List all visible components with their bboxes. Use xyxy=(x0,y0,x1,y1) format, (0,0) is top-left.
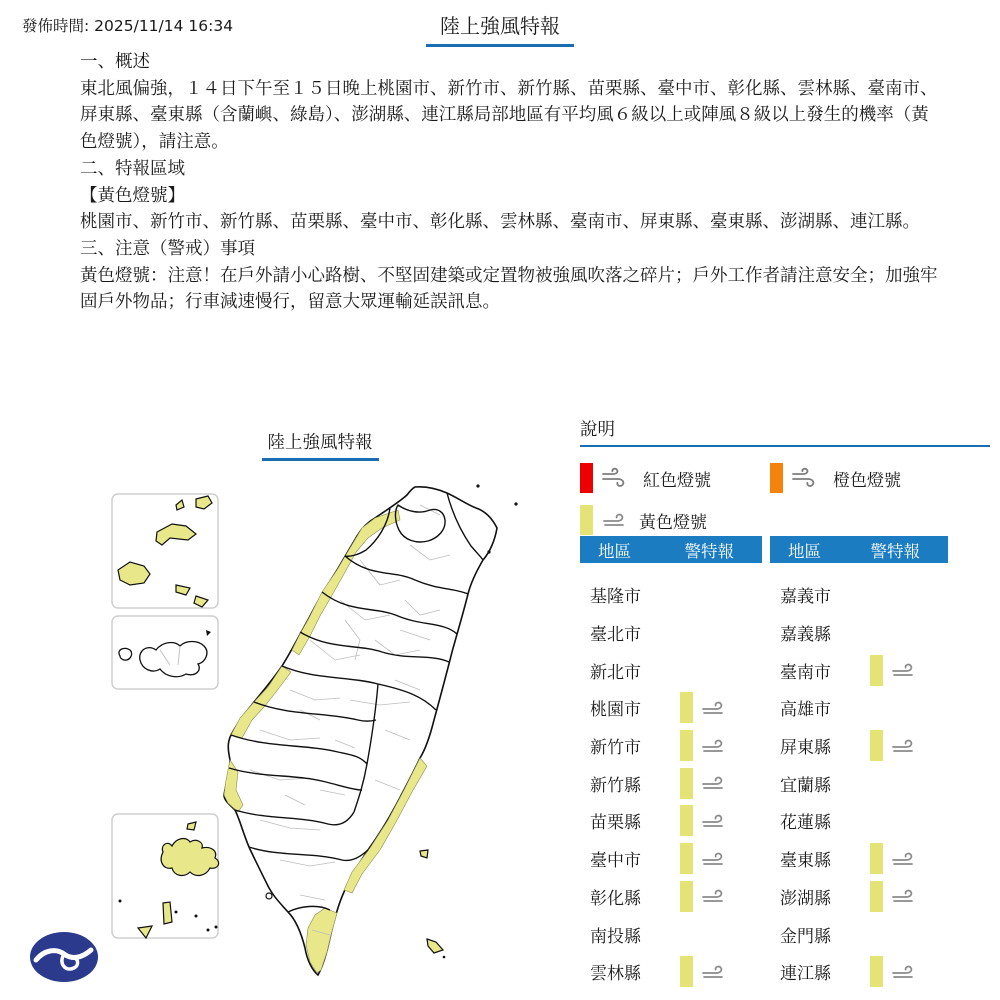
cwa-logo xyxy=(28,930,100,984)
warning-badge xyxy=(870,730,920,761)
warning-badge xyxy=(870,956,920,987)
red-swatch xyxy=(580,463,593,493)
col-region: 地區 xyxy=(788,541,821,561)
legend-item-red xyxy=(580,463,770,493)
county-name: 臺東縣 xyxy=(780,851,831,872)
yellow-light-badge xyxy=(680,768,693,799)
county-name: 臺南市 xyxy=(780,662,831,683)
warning-badge xyxy=(680,956,730,987)
county-name: 新竹市 xyxy=(590,738,641,759)
warning-badge xyxy=(680,768,730,799)
section3-body: 黃色燈號：注意！在戶外請小心路樹、不堅固建築或定置物被強風吹落之碎片；戶外工作者請注意安全；加強牢固戶外物品；行車減速慢行，留意大眾運輸延誤訊息。 xyxy=(80,265,938,313)
wind-icon xyxy=(890,885,920,907)
table-row xyxy=(770,614,948,652)
county-name: 新北市 xyxy=(590,662,641,683)
page-title-wrap xyxy=(0,10,1000,47)
wind-icon xyxy=(890,659,920,681)
legend-label: 紅色燈號 xyxy=(643,470,711,491)
county-name: 苗栗縣 xyxy=(590,813,641,834)
inset-matsu xyxy=(112,494,218,608)
report-text xyxy=(80,49,938,316)
county-name: 南投縣 xyxy=(590,926,641,947)
wind-icon xyxy=(700,885,730,907)
legend-heading: 說明 xyxy=(580,416,990,447)
wind-icon xyxy=(890,961,920,983)
county-name: 嘉義縣 xyxy=(780,625,831,646)
yellow-light-badge xyxy=(680,881,693,912)
county-name: 宜蘭縣 xyxy=(780,775,831,796)
legend-label: 橙色燈號 xyxy=(833,470,901,491)
county-table-left xyxy=(580,536,762,991)
table-row xyxy=(770,802,948,840)
yellow-light-badge xyxy=(680,956,693,987)
table-row xyxy=(580,764,762,802)
table-header xyxy=(580,536,762,563)
col-region: 地區 xyxy=(598,541,631,561)
yellow-light-badge xyxy=(870,730,883,761)
table-row xyxy=(770,764,948,802)
section1-heading: 一、概述 xyxy=(80,52,150,72)
legend-label: 黃色燈號 xyxy=(639,512,707,533)
table-row xyxy=(580,878,762,916)
wind-icon xyxy=(700,772,730,794)
table-row xyxy=(770,727,948,765)
col-warning: 警特報 xyxy=(684,541,734,561)
wind-icon xyxy=(700,810,730,832)
county-name: 臺北市 xyxy=(590,625,641,646)
table-row xyxy=(580,727,762,765)
county-name: 澎湖縣 xyxy=(780,888,831,909)
county-name: 新竹縣 xyxy=(590,775,641,796)
legend xyxy=(580,416,990,541)
wind-icon xyxy=(700,848,730,870)
wind-icon xyxy=(700,735,730,757)
col-warning: 警特報 xyxy=(870,541,920,561)
table-row xyxy=(580,576,762,614)
section1-body: 東北風偏強，１４日下午至１５日晚上桃園市、新竹市、新竹縣、苗栗縣、臺中市、彰化縣、雲林縣、臺南市、屏東縣、臺東縣（含蘭嶼、綠島）、澎湖縣、連江縣局部地區有平均風６級以上或陣風８級以上發生的機率（黃色燈號），請注意。 xyxy=(80,78,938,153)
county-name: 臺中市 xyxy=(590,851,641,872)
warning-badge xyxy=(870,843,920,874)
county-name: 雲林縣 xyxy=(590,964,641,985)
county-name: 金門縣 xyxy=(780,926,831,947)
table-row xyxy=(770,651,948,689)
legend-item-orange xyxy=(770,463,960,493)
yellow-light-badge xyxy=(870,843,883,874)
yellow-swatch xyxy=(580,505,593,535)
wind-icon xyxy=(890,848,920,870)
wind-icon xyxy=(791,465,825,491)
county-name: 連江縣 xyxy=(780,964,831,985)
table-row xyxy=(580,915,762,953)
county-table-right xyxy=(770,536,948,991)
green-island xyxy=(420,850,428,858)
yellow-light-badge xyxy=(680,843,693,874)
table-header xyxy=(770,536,948,563)
county-name: 彰化縣 xyxy=(590,888,641,909)
table-row xyxy=(770,576,948,614)
inset-kinmen xyxy=(112,616,218,689)
publish-time: 發佈時間: 2025/11/14 16:34 xyxy=(22,17,234,35)
table-row xyxy=(580,689,762,727)
warning-badge xyxy=(680,730,730,761)
warning-badge xyxy=(680,805,730,836)
page-title: 陸上強風特報 xyxy=(426,10,574,47)
yellow-light-badge xyxy=(680,730,693,761)
table-row xyxy=(770,840,948,878)
section2-body: 桃園市、新竹市、新竹縣、苗栗縣、臺中市、彰化縣、雲林縣、臺南市、屏東縣、臺東縣、澎湖縣、連江縣。 xyxy=(80,212,920,233)
table-row xyxy=(580,953,762,991)
taiwan-warning-map xyxy=(100,478,570,1000)
table-row xyxy=(580,614,762,652)
table-row xyxy=(580,651,762,689)
table-row xyxy=(580,840,762,878)
warning-badge xyxy=(680,692,730,723)
inset-penghu xyxy=(112,814,219,938)
table-row xyxy=(770,878,948,916)
warning-badge xyxy=(680,881,730,912)
wind-icon xyxy=(601,465,635,491)
county-name: 高雄市 xyxy=(780,700,831,721)
county-name: 嘉義市 xyxy=(780,587,831,608)
warning-badge xyxy=(680,843,730,874)
county-name: 屏東縣 xyxy=(780,738,831,759)
table-row xyxy=(770,915,948,953)
map-title-wrap xyxy=(250,429,390,461)
wind-icon xyxy=(700,961,730,983)
wind-icon xyxy=(601,509,631,531)
yellow-light-badge xyxy=(870,881,883,912)
county-name: 花蓮縣 xyxy=(780,813,831,834)
section3-heading: 三、注意（警戒）事項 xyxy=(80,238,255,259)
warning-badge xyxy=(870,655,920,686)
orange-swatch xyxy=(770,463,783,493)
section2-heading: 二、特報區域 xyxy=(80,158,185,179)
yellow-light-badge xyxy=(680,692,693,723)
wind-icon xyxy=(700,697,730,719)
section2-level: 【黃色燈號】 xyxy=(80,185,185,206)
legend-item-yellow xyxy=(580,505,770,535)
yellow-light-badge xyxy=(870,956,883,987)
warning-badge xyxy=(870,881,920,912)
orchid-island xyxy=(427,939,443,953)
yellow-light-badge xyxy=(680,805,693,836)
county-name: 基隆市 xyxy=(590,587,641,608)
map-title: 陸上強風特報 xyxy=(262,429,379,461)
table-row xyxy=(580,802,762,840)
table-row xyxy=(770,689,948,727)
yellow-light-badge xyxy=(870,655,883,686)
wind-icon xyxy=(890,735,920,757)
table-row xyxy=(770,953,948,991)
county-name: 桃園市 xyxy=(590,700,641,721)
